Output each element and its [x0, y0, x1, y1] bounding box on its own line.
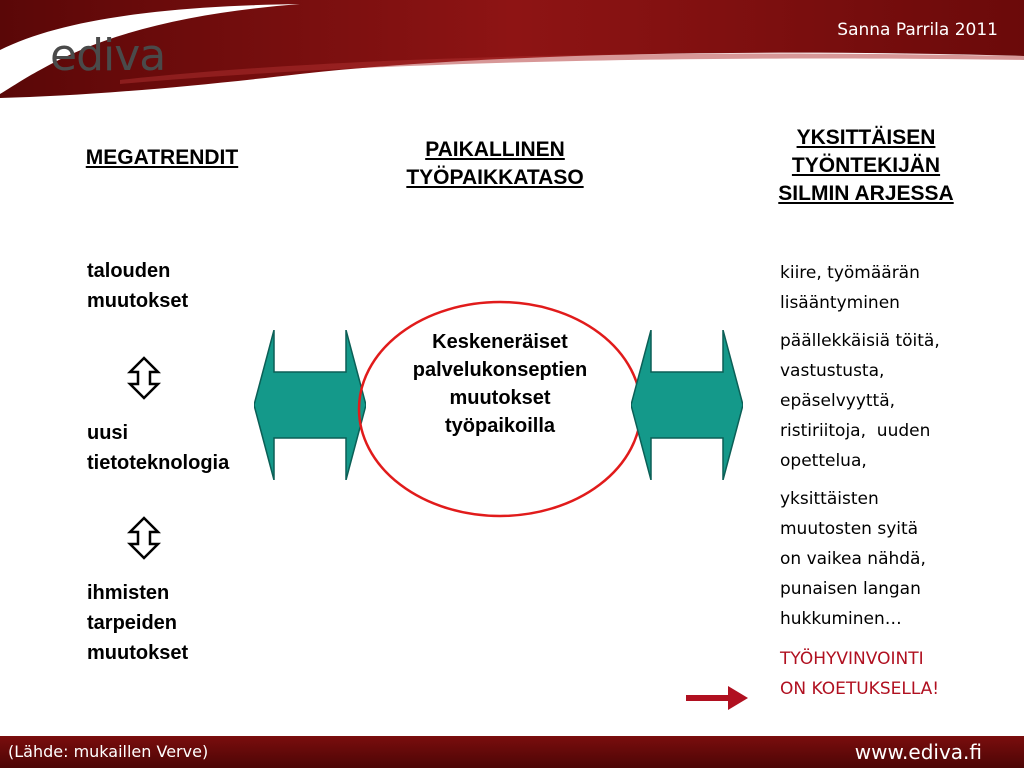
p2-line4: ristiriitoja, uuden	[780, 421, 931, 441]
individual-paragraph-3	[780, 484, 1010, 634]
highlight-line1: TYÖHYVINVOINTI	[780, 649, 924, 669]
megatrend-economy-line2: muutokset	[87, 290, 189, 312]
heading-megatrends-text: MEGATRENDIT	[85, 146, 239, 169]
p1-line1: kiire, työmäärän	[780, 263, 920, 283]
p2-line2: vastustusta,	[780, 361, 885, 381]
p3-line5: hukkuminen…	[780, 609, 902, 629]
heading-megatrends	[56, 144, 268, 172]
source-label: (Lähde: mukaillen Verve)	[8, 742, 209, 761]
double-arrow-right-icon	[631, 330, 743, 480]
megatrend-technology-line1: uusi	[87, 422, 129, 444]
heading-individual-line3: SILMIN ARJESSA	[778, 182, 954, 205]
individual-paragraph-1	[780, 258, 1010, 318]
p2-line3: epäselvyyttä,	[780, 391, 896, 411]
p3-line1: yksittäisten	[780, 489, 879, 509]
highlight-line2: ON KOETUKSELLA!	[780, 679, 940, 699]
website-label: www.ediva.fi	[854, 740, 982, 764]
heading-local-workplace	[360, 136, 630, 192]
megatrend-human-needs-line2: tarpeiden	[87, 612, 178, 634]
footer-bar	[0, 736, 1024, 768]
megatrend-human-needs-line1: ihmisten	[87, 582, 170, 604]
megatrend-human-needs	[87, 578, 188, 668]
megatrend-economy-line1: talouden	[87, 260, 171, 282]
p2-line5: opettelua,	[780, 451, 867, 471]
heading-local-line1: PAIKALLINEN	[425, 138, 565, 161]
heading-individual	[740, 124, 992, 208]
double-arrow-left-icon	[254, 330, 366, 480]
center-text-line3: muutokset	[449, 387, 551, 409]
center-text	[380, 328, 620, 440]
up-down-arrow-icon	[124, 356, 164, 400]
up-down-arrow-icon	[124, 516, 164, 560]
p3-line4: punaisen langan	[780, 579, 921, 599]
center-text-line4: työpaikoilla	[444, 415, 556, 437]
p3-line2: muutosten syitä	[780, 519, 919, 539]
p2-line1: päällekkäisiä töitä,	[780, 331, 940, 351]
megatrend-technology	[87, 418, 229, 478]
heading-individual-line2: TYÖNTEKIJÄN	[791, 154, 941, 177]
wellbeing-highlight	[780, 644, 1010, 704]
red-arrow-right-icon	[686, 684, 748, 712]
author-label: Sanna Parrila 2011	[837, 20, 998, 40]
header-banner	[0, 0, 1024, 100]
heading-individual-line1: YKSITTÄISEN	[796, 126, 936, 149]
megatrend-human-needs-line3: muutokset	[87, 642, 189, 664]
individual-column	[780, 258, 1010, 712]
megatrend-technology-line2: tietoteknologia	[87, 452, 230, 474]
individual-paragraph-2	[780, 326, 1010, 476]
center-text-line2: palvelukonseptien	[412, 359, 588, 381]
heading-local-line2: TYÖPAIKKATASO	[406, 166, 584, 189]
p3-line3: on vaikea nähdä,	[780, 549, 926, 569]
center-text-line1: Keskeneräiset	[432, 331, 568, 353]
ediva-logo: ediva	[50, 30, 166, 81]
p1-line2: lisääntyminen	[780, 293, 900, 313]
megatrend-economy	[87, 256, 188, 316]
